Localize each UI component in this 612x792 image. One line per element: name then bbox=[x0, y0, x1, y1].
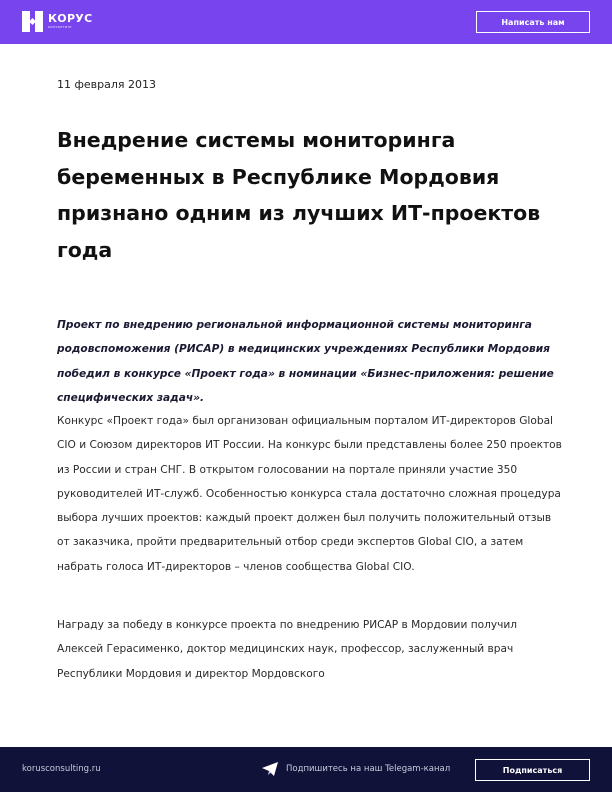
footer bbox=[0, 747, 612, 792]
paper-plane-icon bbox=[262, 762, 278, 776]
logo-icon bbox=[22, 11, 43, 32]
article-title: Внедрение системы мониторинга беременных в Республике Мордовия признано одним из лучших ИТ-проектов года bbox=[57, 128, 541, 262]
telegram-text: Подпишитесь на наш Telegam-канал bbox=[286, 764, 451, 774]
write-us-button[interactable]: Написать нам bbox=[476, 11, 590, 33]
site-link[interactable]: korusconsulting.ru bbox=[22, 764, 101, 774]
article-lead: Проект по внедрению региональной информационной системы мониторинга родовспоможения (РИСАР) в медицинских учреждениях Республики Мордовия победил в конкурсе «Проект года» в номинации «Бизнес-приложения: решение специфических задач». bbox=[57, 319, 554, 404]
logo[interactable] bbox=[22, 11, 92, 32]
article-date: 11 февраля 2013 bbox=[57, 78, 157, 91]
telegram-link[interactable] bbox=[262, 762, 450, 776]
header bbox=[0, 0, 612, 44]
subscribe-button[interactable]: Подписаться bbox=[475, 759, 590, 781]
article-paragraph: Конкурс «Проект года» был организован официальным порталом ИТ-директоров Global CIO и Союзом директоров ИТ России. На конкурс были представлены более 250 проектов из России и стран СНГ. В открытом голосовании на портале приняли участие 350 руководителей ИТ-служб. Особенностью конкурса стала достаточно сложная процедура выбора лучших проектов: каждый проект должен был получить положительный отзыв от заказчика, пройти предварительный отбор среди экспертов Global CIO, а затем набрать голоса ИТ-директоров – членов сообщества Global CIO. bbox=[57, 415, 562, 573]
logo-name: КОРУС bbox=[48, 12, 93, 25]
logo-subtitle: консалтинг bbox=[48, 25, 73, 29]
article-paragraph: Награду за победу в конкурсе проекта по внедрению РИСАР в Мордовии получил Алексей Герасименко, доктор медицинских наук, профессор, заслуженный врач Республики Мордовия и директор Мордовского bbox=[57, 619, 518, 680]
